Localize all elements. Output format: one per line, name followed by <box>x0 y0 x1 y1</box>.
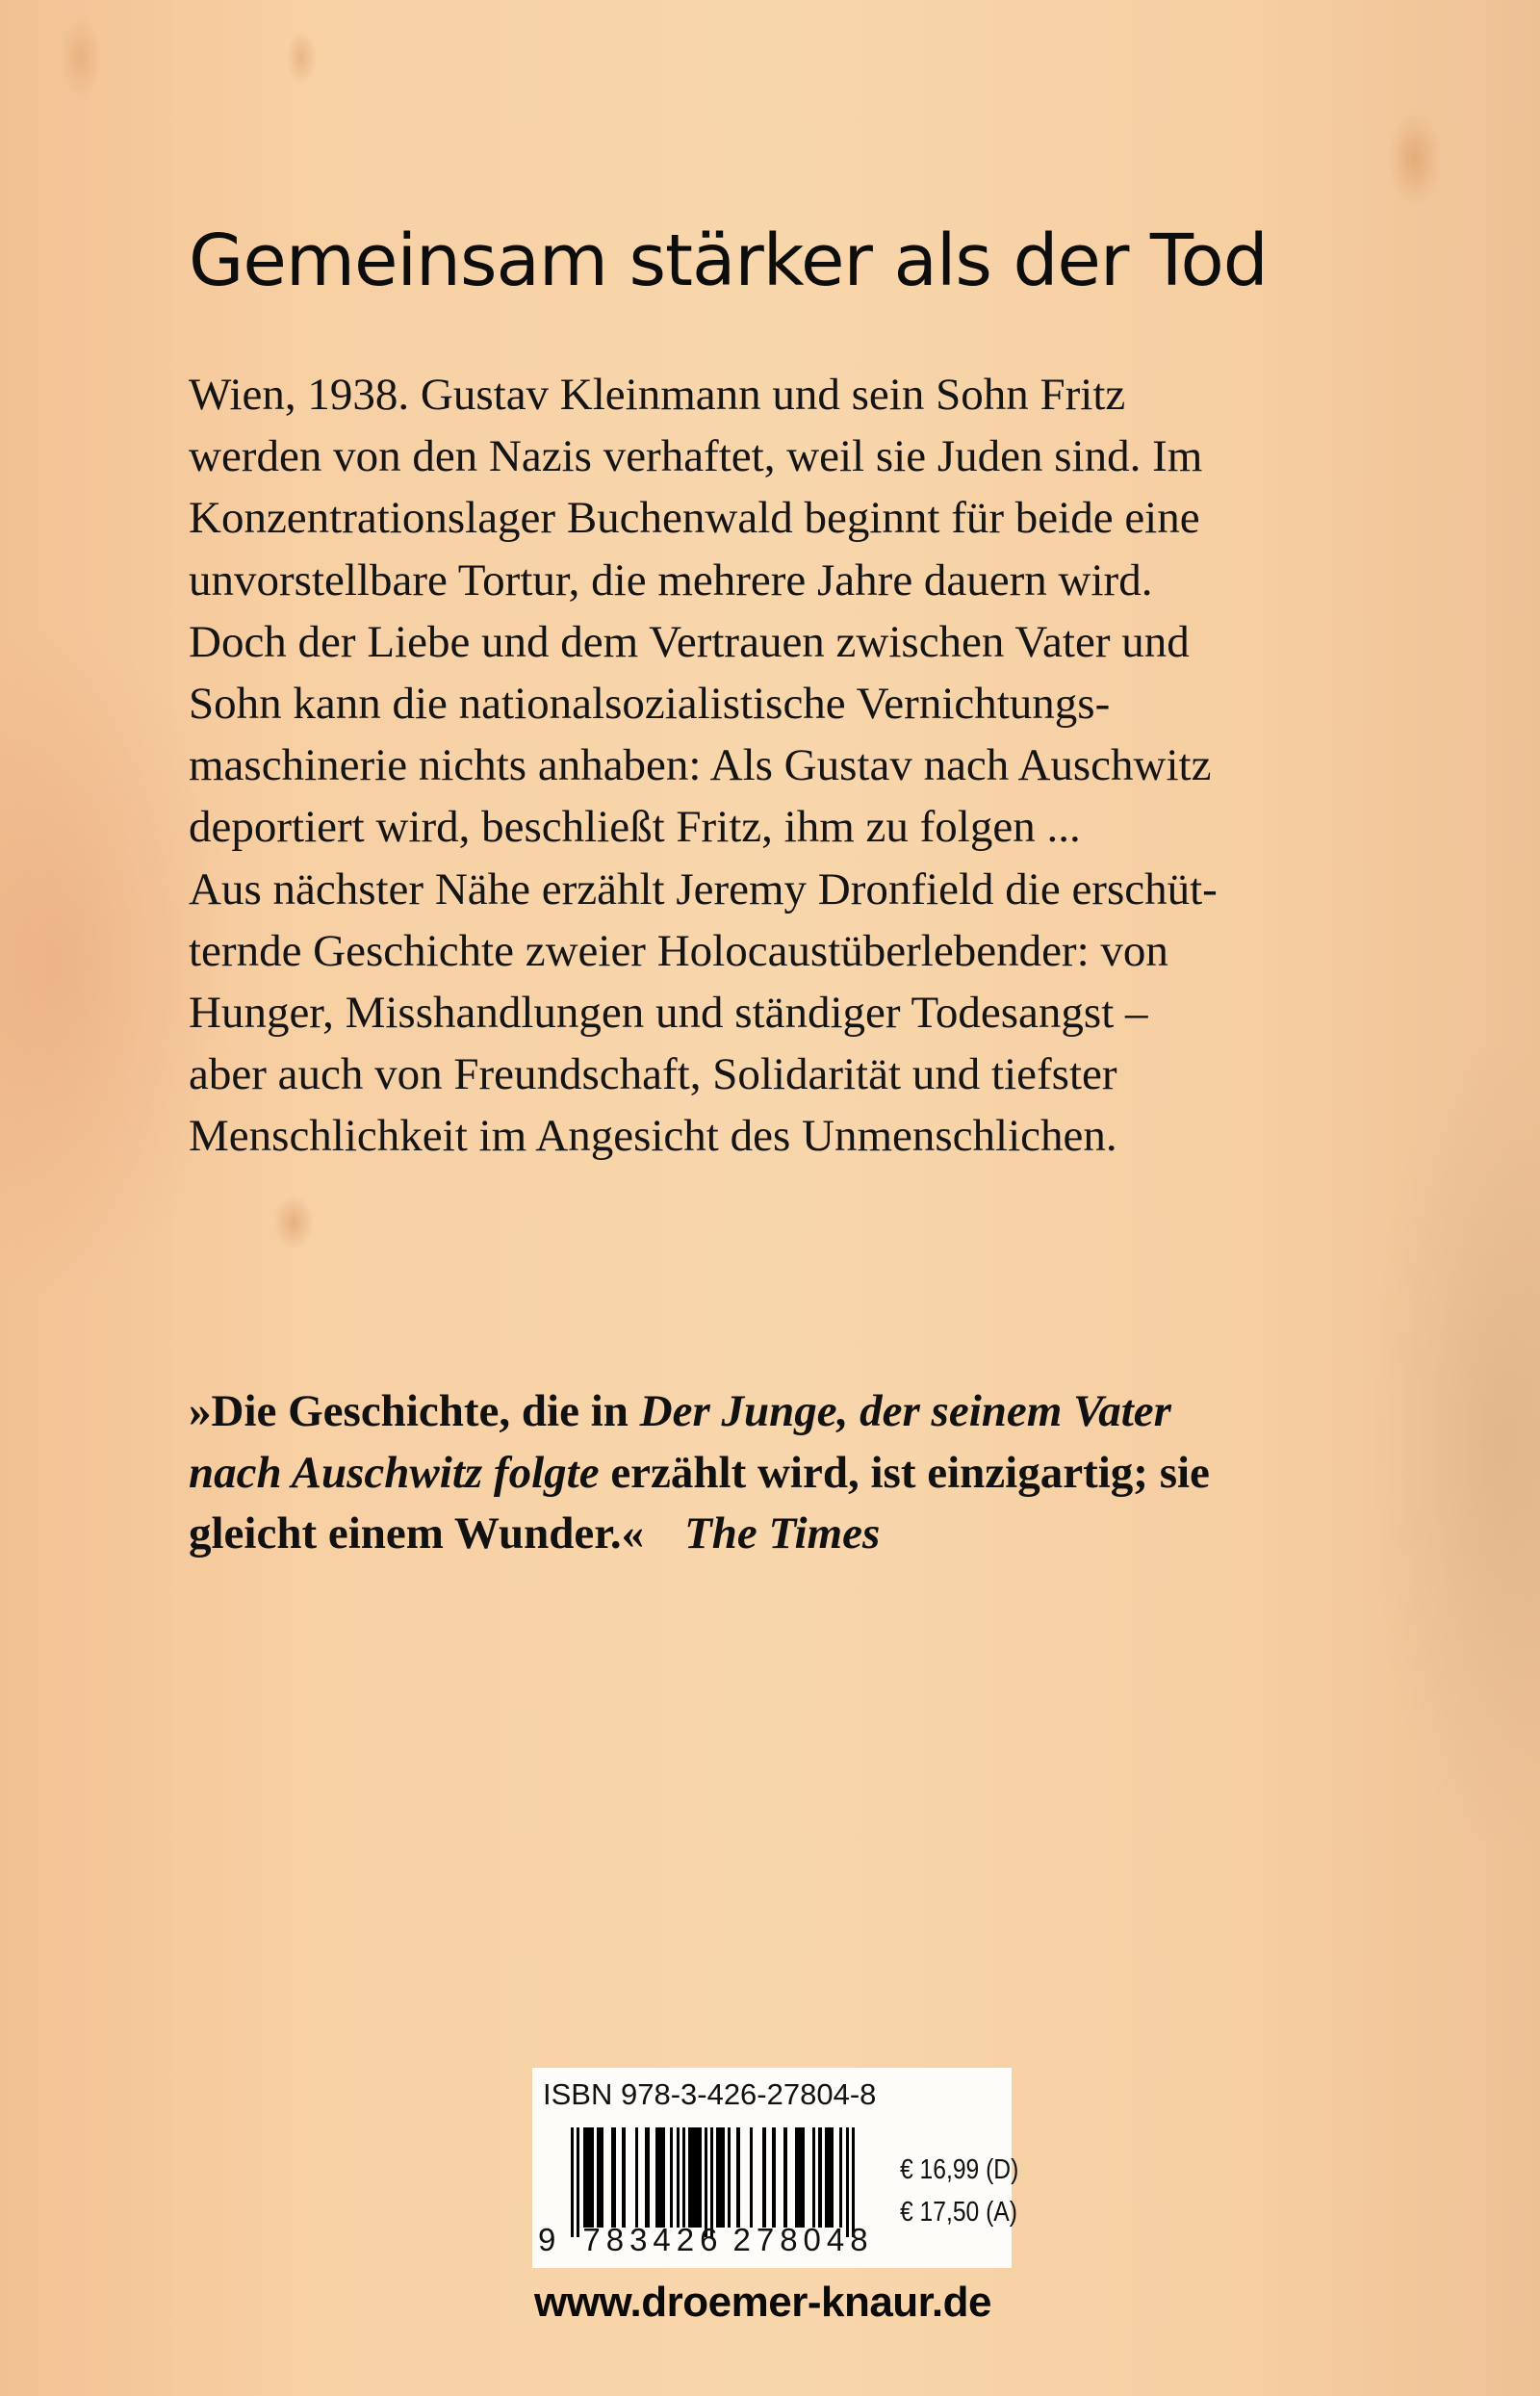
publisher-url[interactable]: www.droemer-knaur.de <box>534 2279 991 2326</box>
quote-text: gleicht einem Wunder.« <box>189 1508 645 1559</box>
blurb-line: deportiert wird, beschließt Fritz, ihm zu folgen ... <box>189 802 1081 853</box>
blurb-line: Konzentrationslager Buchenwald beginnt für beide eine <box>189 493 1200 544</box>
blurb-line: werden von den Nazis verhaftet, weil sie Juden sind. Im <box>189 431 1203 482</box>
blurb-line: aber auch von Freundschaft, Solidarität und tiefster <box>189 1049 1117 1100</box>
price-austria: € 17,50 (A) <box>900 2197 1017 2228</box>
blurb-line: Sohn kann die nationalsozialistische Vernichtungs- <box>189 679 1111 730</box>
book-title-italic: nach Auschwitz folgte <box>189 1447 600 1498</box>
blurb-line: Wien, 1938. Gustav Kleinmann und sein Sohn Fritz <box>189 370 1126 420</box>
quote-text: erzählt wird, ist einzigartig; sie <box>599 1447 1210 1498</box>
barcode-label <box>532 2068 1019 2268</box>
page-title: Gemeinsam stärker als der Tod <box>189 219 1268 302</box>
ean-left-digits: 783426 <box>582 2222 724 2257</box>
quote-line-2 <box>189 1443 1363 1505</box>
quote-text: »Die Geschichte, die in <box>189 1386 640 1436</box>
barcode-icon <box>571 2127 886 2235</box>
quote-source: The Times <box>684 1508 881 1559</box>
blurb-line: Menschlichkeit im Angesicht des Unmenschlichen. <box>189 1111 1117 1162</box>
ean-first-digit: 9 <box>538 2222 562 2257</box>
ean-digits <box>538 2222 894 2258</box>
quote-line-1 <box>189 1381 1363 1443</box>
isbn-number: ISBN 978-3-426-27804-8 <box>543 2077 877 2111</box>
quote-line-3 <box>189 1504 1363 1565</box>
ean-right-digits: 278048 <box>732 2222 874 2257</box>
blurb-line: Hunger, Misshandlungen und ständiger Todesangst – <box>189 988 1148 1039</box>
blurb-line: ternde Geschichte zweier Holocaustüberlebender: von <box>189 925 1168 976</box>
price-list <box>900 2149 1018 2233</box>
press-quote <box>189 1381 1363 1565</box>
blurb-line: Aus nächster Nähe erzählt Jeremy Dronfield die erschüt- <box>189 863 1218 915</box>
blurb-line: maschinerie nichts anhaben: Als Gustav nach Auschwitz <box>189 740 1212 791</box>
blurb-text <box>189 364 1344 1168</box>
price-germany: € 16,99 (D) <box>900 2154 1019 2185</box>
blurb-line: Doch der Liebe und dem Vertrauen zwischen Vater und <box>189 616 1190 667</box>
book-title-italic: Der Junge, der seinem Vater <box>639 1386 1171 1436</box>
blurb-line: unvorstellbare Tortur, die mehrere Jahre dauern wird. <box>189 554 1153 605</box>
